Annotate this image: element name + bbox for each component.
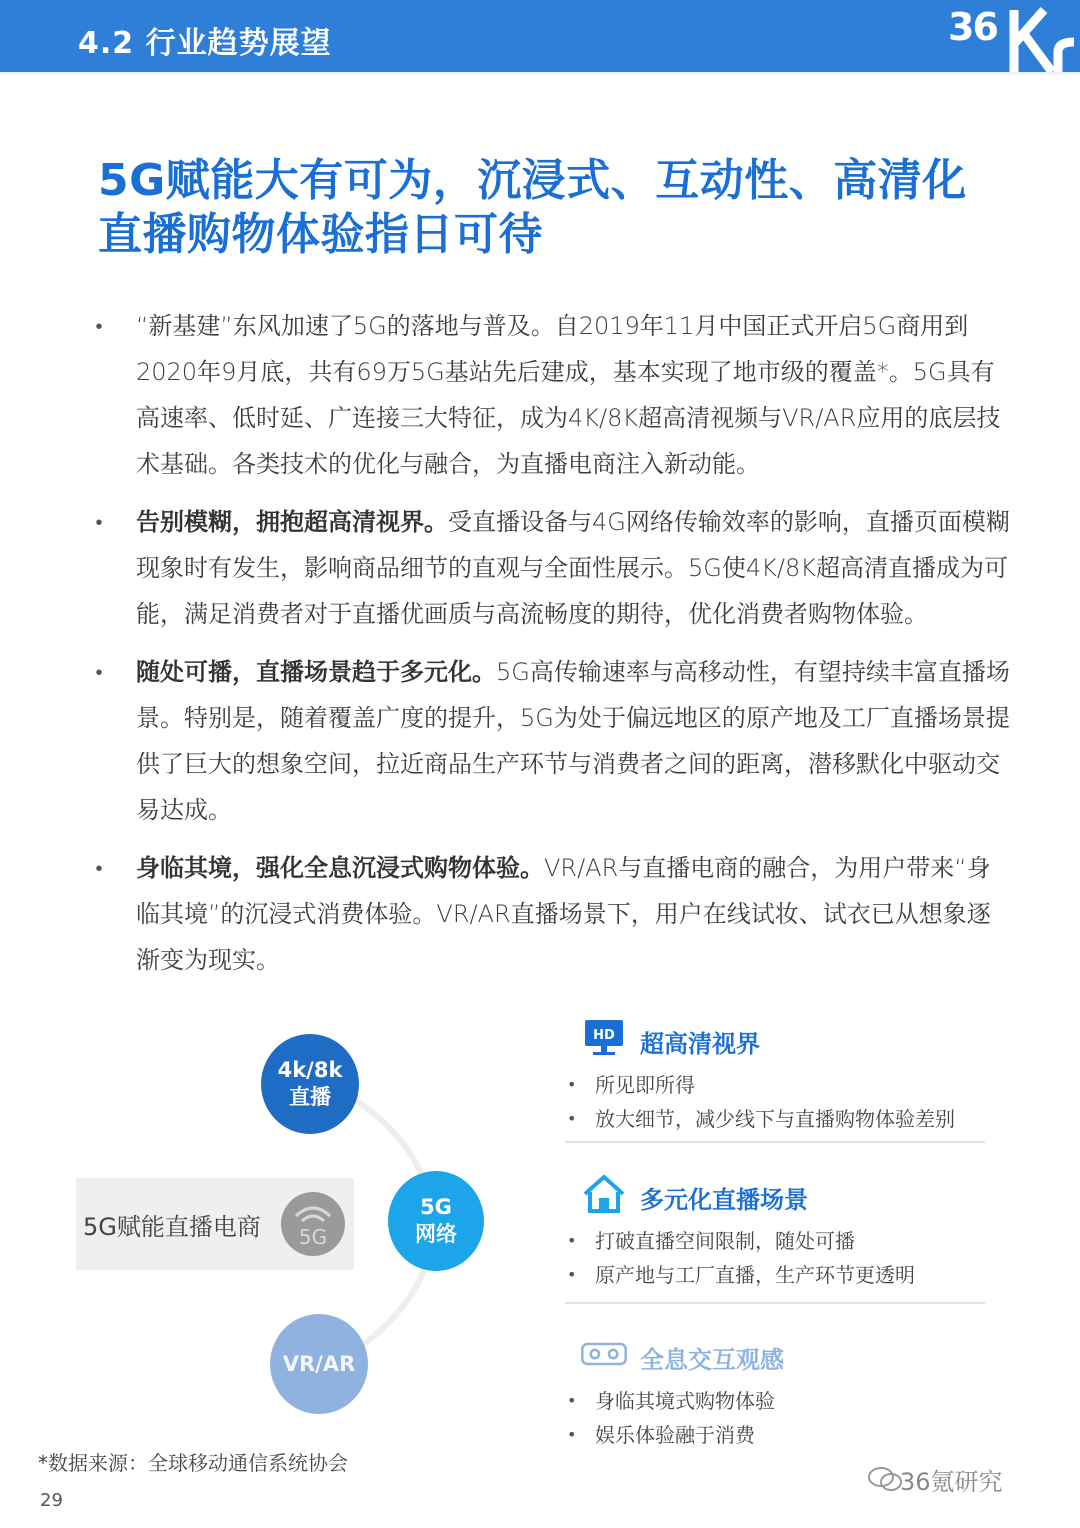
bullet-dot-icon: • — [567, 1391, 577, 1410]
bullet-text: “新基建”东风加速了5G的落地与普及。自2019年11月中国正式开启5G商用到2020年9月底，共有69万5G基站先后建成，基本实现了地市级的覆盖*。5G具有高速率、低时延、广连接三大特征，成为4K/8K超高清视频与VR/AR应用的底层技术基础。各类技术的优化与融合，为直播电商注入新动能。 — [136, 312, 1001, 478]
bullet-dot-icon: • — [567, 1109, 577, 1128]
bullet-item — [92, 845, 1012, 983]
node-line1: VR/AR — [282, 1351, 356, 1376]
page-headline: 5G赋能大有可为，沉浸式、互动性、高清化直播购物体验指日可待 — [98, 155, 967, 260]
node-vr-ar — [270, 1314, 368, 1414]
divider — [565, 1141, 985, 1143]
feature-item-text: 娱乐体验融于消费 — [595, 1423, 755, 1447]
bullet-dot-icon: • — [567, 1265, 577, 1284]
bullet-text: 受直播设备与4G网络传输效率的影响，直播页面模糊现象时有发生，影响商品细节的直观与全面性展示。5G使4K/8K超高清直播成为可能，满足消费者对于直播优画质与高流畅度的期待，优化消费者购物体验。 — [136, 508, 1010, 628]
5g-signal-icon — [280, 1190, 346, 1258]
node-line2: 直播 — [289, 1085, 331, 1109]
bullet-list — [92, 303, 1012, 995]
list-item — [565, 1102, 995, 1136]
wechat-icon — [868, 1466, 902, 1492]
list-item — [565, 1258, 995, 1292]
bullet-text: VR/AR与直播电商的融合，为用户带来“身临其境”的沉浸式消费体验。VR/AR直播场景下，用户在线试妆、试衣已从想象逐渐变为现实。 — [136, 854, 991, 974]
bullet-text: 5G高传输速率与高移动性，有望持续丰富直播场景。特别是，随着覆盖广度的提升，5G为处于偏远地区的原产地及工厂直播场景提供了巨大的想象空间，拉近商品生产环节与消费者之间的距离，潜移默化中驱动交易达成。 — [136, 658, 1010, 824]
list-item — [565, 1224, 995, 1258]
bullet-dot-icon: • — [567, 1075, 577, 1094]
feature-list — [565, 1068, 995, 1136]
node-line1: 4k/8k — [277, 1058, 343, 1082]
bullet-dot-icon: • — [95, 510, 103, 534]
feature-item-text: 身临其境式购物体验 — [595, 1389, 775, 1413]
feature-title: 全息交互观感 — [640, 1346, 784, 1374]
watermark: 36氪研究 — [900, 1468, 1003, 1496]
bullet-lead: 身临其境，强化全息沉浸式购物体验。 — [136, 854, 544, 882]
5g-diagram — [0, 1010, 1080, 1480]
source-note: *数据来源：全球移动通信系统协会 — [38, 1451, 348, 1475]
header-bar — [0, 0, 1080, 72]
bullet-item — [92, 649, 1012, 833]
node-5g-network — [388, 1171, 484, 1271]
node-4k8k-live — [261, 1034, 359, 1134]
bullet-lead: 告别模糊，拥抱超高清视界。 — [136, 508, 448, 536]
center-label: 5G赋能直播电商 — [83, 1213, 261, 1241]
node-line1: 5G — [420, 1195, 452, 1219]
divider — [565, 1302, 985, 1304]
hd-monitor-icon — [579, 1018, 629, 1058]
feature-list — [565, 1224, 995, 1292]
node-line2: 网络 — [415, 1222, 457, 1246]
feature-title: 超高清视界 — [640, 1030, 760, 1058]
svg-text:HD: HD — [593, 1028, 615, 1043]
feature-item-text: 打破直播空间限制，随处可播 — [595, 1229, 855, 1253]
list-item — [565, 1418, 995, 1452]
house-icon — [579, 1174, 629, 1214]
feature-item-text: 所见即所得 — [595, 1073, 695, 1097]
center-label-box — [76, 1178, 354, 1270]
bullet-item — [92, 499, 1012, 637]
bullet-dot-icon: • — [567, 1231, 577, 1250]
feature-list — [565, 1384, 995, 1452]
feature-item-text: 放大细节，减少线下与直播购物体验差别 — [595, 1107, 955, 1131]
bullet-dot-icon: • — [567, 1425, 577, 1444]
feature-item-text: 原产地与工厂直播，生产环节更透明 — [595, 1263, 915, 1287]
bullet-dot-icon: • — [95, 660, 103, 684]
36kr-logo — [940, 0, 1080, 72]
section-label: 4.2 行业趋势展望 — [78, 26, 332, 61]
page-number: 29 — [40, 1490, 63, 1511]
feature-title: 多元化直播场景 — [640, 1186, 808, 1214]
bullet-lead: 随处可播，直播场景趋于多元化。 — [136, 658, 496, 686]
list-item — [565, 1384, 995, 1418]
svg-text:36: 36 — [948, 5, 997, 49]
svg-text:5G: 5G — [298, 1225, 328, 1249]
bullet-dot-icon: • — [95, 856, 103, 880]
bullet-item — [92, 303, 1012, 487]
list-item — [565, 1068, 995, 1102]
vr-glasses-icon — [579, 1334, 629, 1374]
bullet-dot-icon: • — [95, 314, 103, 338]
